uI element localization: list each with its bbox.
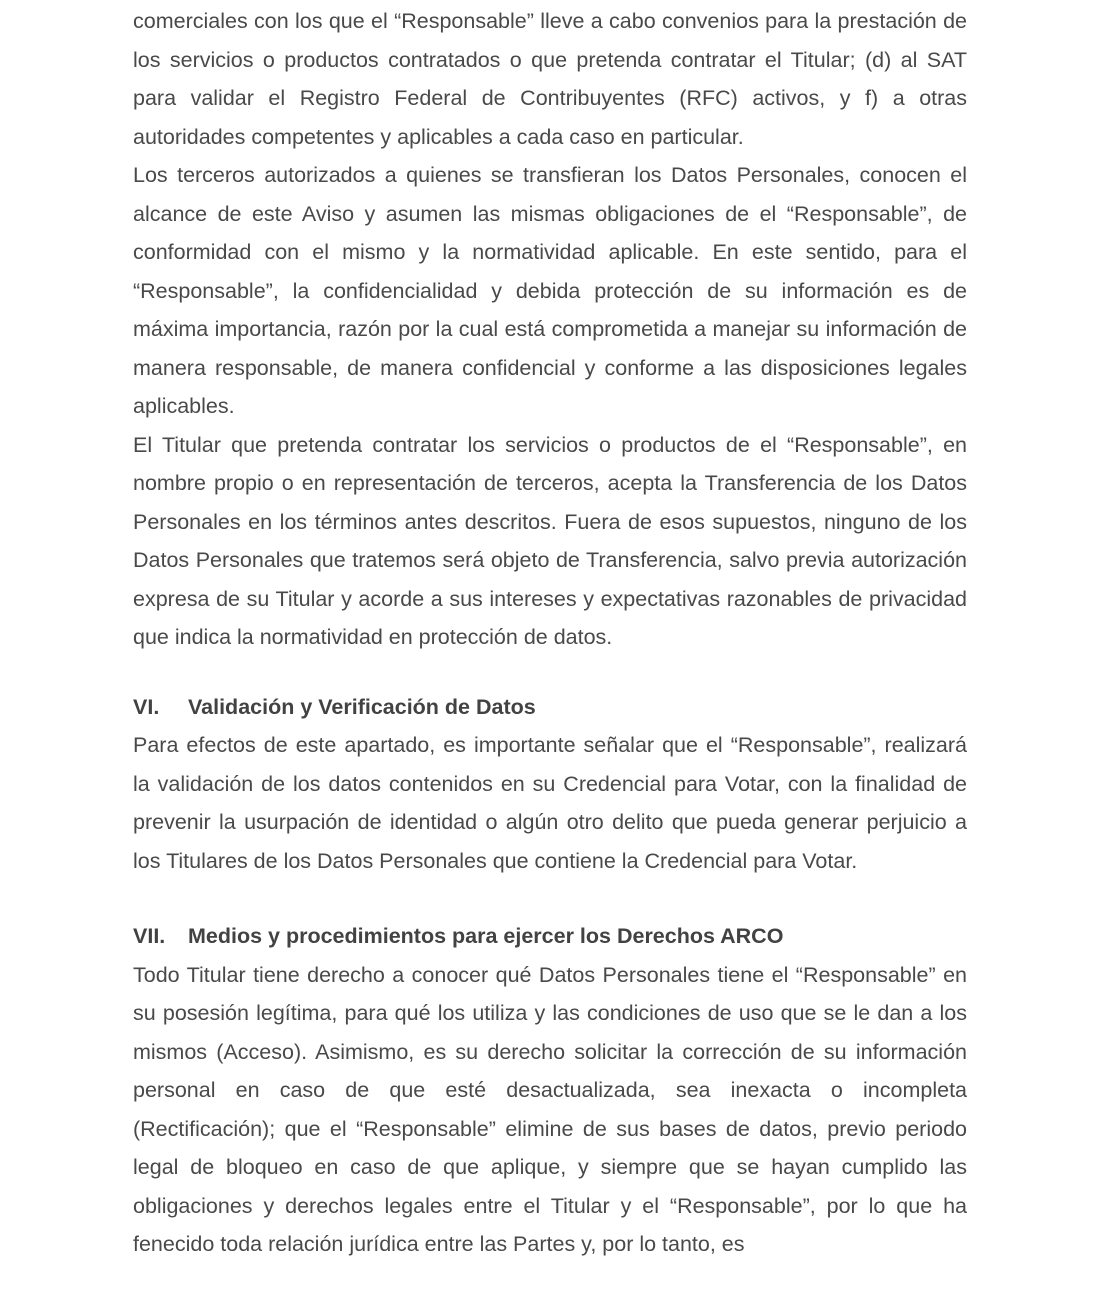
section-vii-number: VII. — [133, 924, 166, 948]
paragraph-authorized-third-parties: Los terceros autorizados a quienes se transfieran los Datos Personales, conocen el alcance de este Aviso y asumen las mismas obligaciones de el “Responsable”, de conformidad con el mismo y la normatividad aplicable. En este sentido, para el “Responsable”, la confidencialidad y debida protección de su información es de máxima importancia, razón por la cual está comprometida a manejar su información de manera responsable, de manera confidencial y conforme a las disposiciones legales aplicables. — [133, 163, 967, 418]
paragraph-transfer-recipients: comerciales con los que el “Responsable” lleve a cabo convenios para la prestación de los servicios o productos contratados o que pretenda contratar el Titular; (d) al SAT para validar el Registro Federal de Contribuyentes (RFC) activos, y f) a otras autoridades competentes y aplicables a cada caso en particular. — [133, 9, 967, 149]
section-heading-vi — [133, 688, 967, 727]
paragraph-titular-acceptance: El Titular que pretenda contratar los servicios o productos de el “Responsable”, en nombre propio o en representación de terceros, acepta la Transferencia de los Datos Personales en los términos antes descritos. Fuera de esos supuestos, ninguno de los Datos Personales que tratemos será objeto de Transferencia, salvo previa autorización expresa de su Titular y acorde a sus intereses y expectativas razonables de privacidad que indica la normatividad en protección de datos. — [133, 432, 967, 649]
section-heading-vii — [133, 917, 967, 956]
paragraph-data-validation: Para efectos de este apartado, es importante señalar que el “Responsable”, realizará la validación de los datos contenidos en su Credencial para Votar, con la finalidad de prevenir la usurpación de identidad o algún otro delito que pueda generar perjuicio a los Titulares de los Datos Personales que contiene la Credencial para Votar. — [133, 733, 967, 873]
section-vi-title: Validación y Verificación de Datos — [188, 694, 536, 719]
section-vi-number: VI. — [133, 694, 160, 719]
paragraph-arco-rights: Todo Titular tiene derecho a conocer qué Datos Personales tiene el “Responsable” en su posesión legítima, para qué los utiliza y las condiciones de uso que se le dan a los mismos (Acceso). Asimismo, es su derecho solicitar la corrección de su información personal en caso de que esté desactualizada, sea inexacta o incompleta (Rectificación); que el “Responsable” elimine de sus bases de datos, previo periodo legal de bloqueo en caso de que aplique, y siempre que se hayan cumplido las obligaciones y derechos legales entre el Titular y el “Responsable”, por lo que ha fenecido toda relación jurídica entre las Partes y, por lo tanto, es — [133, 962, 967, 1256]
section-vii-title: Medios y procedimientos para ejercer los Derechos ARCO — [188, 924, 784, 948]
